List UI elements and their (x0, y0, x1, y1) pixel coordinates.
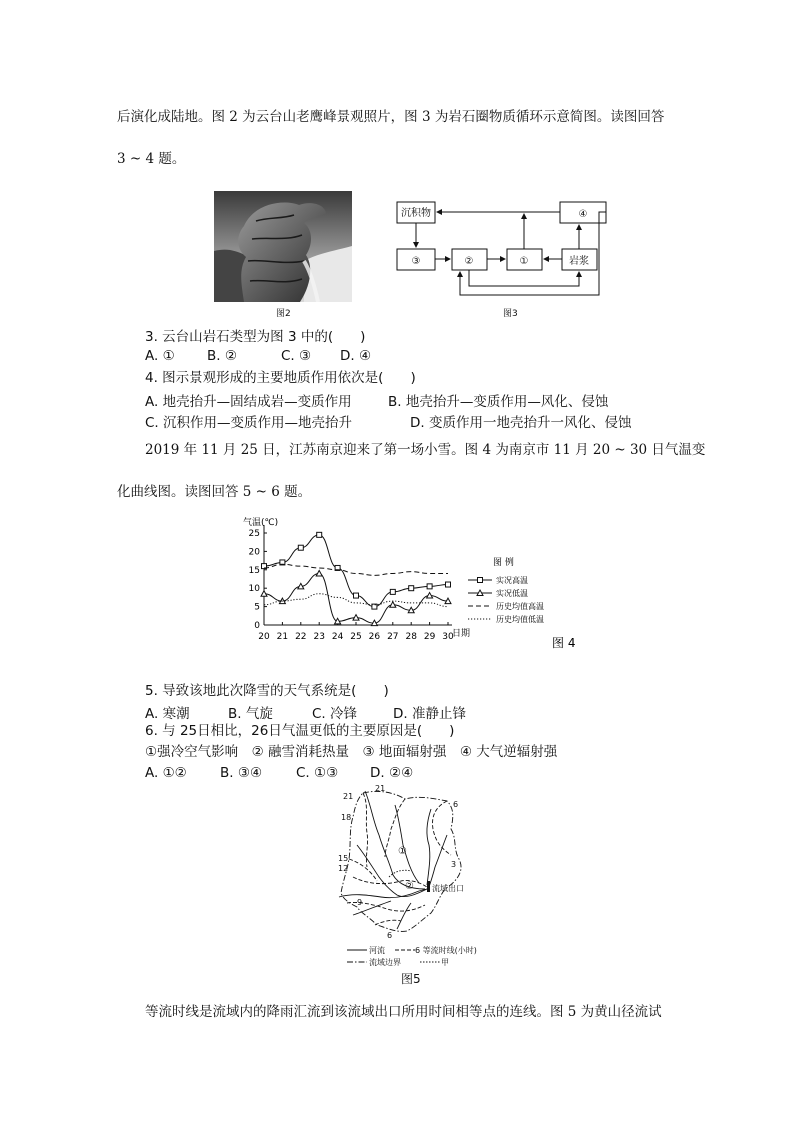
y-tick-label: 15 (248, 565, 260, 576)
fig5-map (335, 785, 500, 990)
label-sediment: 沉积物 (401, 208, 431, 219)
series-line-2 (264, 564, 448, 575)
q6-items: ①强冷空气影响 ② 融雪消耗热量 ③ 地面辐射强 ④ 大气逆辐射强 (145, 744, 558, 760)
legend-boundary: 流域边界 (369, 958, 401, 967)
iso-21a: 21 (343, 792, 354, 801)
q6-option-d[interactable]: D. ②④ (370, 765, 414, 781)
q6-option-a[interactable]: A. ①② (145, 765, 187, 781)
q4-stem: 4. 图示景观形成的主要地质作用依次是( ) (145, 370, 416, 386)
label-2: ② (464, 256, 474, 267)
q3-option-d[interactable]: D. ④ (340, 348, 372, 364)
fig2-photo (214, 191, 352, 302)
x-tick-label: 20 (258, 632, 270, 642)
label-4: ④ (578, 209, 588, 220)
legend-label-2: 历史均值高温 (496, 602, 544, 611)
data-point-high (427, 584, 432, 589)
data-point-high (354, 593, 359, 598)
x-tick-label: 29 (423, 632, 436, 642)
x-tick-label: 30 (442, 632, 454, 642)
y-tick-label: 5 (254, 602, 260, 613)
fig2-caption: 图2 (276, 309, 291, 319)
legend-river: 河流 (369, 946, 385, 955)
legend-label-1: 实况低温 (496, 589, 528, 598)
q6-option-b[interactable]: B. ③④ (220, 765, 263, 781)
iso-15: 15 (338, 854, 349, 863)
x-tick-label: 28 (405, 632, 417, 642)
x-tick-label: 22 (295, 632, 307, 642)
q4-option-d[interactable]: D. 变质作用一地壳抬升一风化、侵蚀 (410, 415, 632, 431)
data-point-high (298, 545, 303, 550)
data-point-high (409, 586, 414, 591)
legend-label-0: 实况高温 (496, 576, 528, 585)
q5-option-b[interactable]: B. 气旋 (228, 706, 273, 722)
q3-option-b[interactable]: B. ② (207, 348, 237, 364)
label-magma: 岩浆 (569, 256, 589, 267)
data-point-high (317, 532, 322, 537)
chart-caption: 图 4 (552, 636, 576, 650)
q3-stem: 3. 云台山岩石类型为图 3 中的( ) (145, 329, 366, 345)
legend-isochrone: 6 等流时线(小时) (415, 946, 477, 955)
q6-option-c[interactable]: C. ①③ (296, 765, 339, 781)
q5-option-c[interactable]: C. 冷锋 (312, 706, 358, 722)
label-3: ③ (411, 256, 421, 267)
iso-9: 9 (357, 898, 363, 907)
intro-b-line2: 化曲线图。读图回答 5 ~ 6 题。 (117, 484, 312, 500)
intro-a-line1: 后演化成陆地。图 2 为云台山老鹰峰景观照片，图 3 为岩石圈物质循环示意简图。读图回答 (117, 109, 665, 125)
label-1: ① (519, 256, 529, 267)
iso-3: 3 (451, 860, 457, 869)
x-tick-label: 21 (276, 632, 289, 642)
watershed-boundary (341, 791, 461, 931)
intro-a-line2: 3 ~ 4 题。 (117, 151, 186, 167)
y-tick-label: 10 (248, 584, 260, 595)
fig3-caption: 图3 (503, 309, 518, 319)
q3-option-c[interactable]: C. ③ (281, 348, 312, 364)
q5-stem: 5. 导致该地此次降雪的天气系统是( ) (145, 683, 389, 699)
x-tick-label: 25 (350, 632, 362, 642)
data-point-high (390, 589, 395, 594)
fig5-caption: 图5 (401, 972, 421, 986)
y-tick-label: 25 (248, 529, 260, 539)
outlet-label: 流域出口 (432, 884, 464, 893)
chart-ylabel: 气温(℃) (243, 518, 279, 528)
data-point-low (316, 570, 322, 576)
chart-xlabel: 日期 (452, 629, 471, 639)
region-1: ① (398, 846, 407, 857)
iso-12: 12 (338, 864, 349, 873)
q3-option-a[interactable]: A. ① (145, 348, 175, 364)
region-2: ② (405, 881, 414, 892)
iso-6b: 6 (387, 931, 393, 940)
x-tick-label: 27 (387, 632, 399, 642)
y-tick-label: 20 (248, 547, 260, 558)
y-tick-label: 0 (254, 621, 260, 631)
legend-jia: 甲 (441, 958, 449, 967)
legend-label-3: 历史均值低温 (496, 615, 544, 624)
x-tick-label: 23 (313, 632, 325, 642)
q4-option-c[interactable]: C. 沉积作用—变质作用—地壳抬升 (145, 415, 353, 431)
q4-option-a[interactable]: A. 地壳抬升—固结成岩—变质作用 (145, 394, 352, 410)
legend-marker-0 (478, 578, 483, 583)
intro-c-line1: 等流时线是流域内的降雨汇流到该流域出口所用时间相等点的连线。图 5 为黄山径流试 (145, 1004, 662, 1020)
data-point-high (446, 582, 451, 587)
q5-option-a[interactable]: A. 寒潮 (145, 706, 190, 722)
x-tick-label: 26 (368, 632, 381, 642)
fig4-chart (240, 510, 590, 652)
x-tick-label: 24 (331, 632, 344, 642)
q6-stem: 6. 与 25日相比，26日气温更低的主要原因是( ) (145, 723, 455, 739)
iso-21b: 21 (375, 785, 386, 793)
iso-18: 18 (341, 813, 352, 822)
q4-option-b[interactable]: B. 地壳抬升—变质作用—风化、侵蚀 (388, 394, 609, 410)
legend-title: 图 例 (493, 558, 514, 568)
intro-b-line1: 2019 年 11 月 25 日，江苏南京迎来了第一场小雪。图 4 为南京市 11 月 20 ~ 30 日气温变 (145, 442, 706, 458)
q5-option-d[interactable]: D. 准静止锋 (393, 706, 466, 722)
fig3-diagram (394, 196, 609, 300)
iso-6a: 6 (453, 800, 459, 809)
